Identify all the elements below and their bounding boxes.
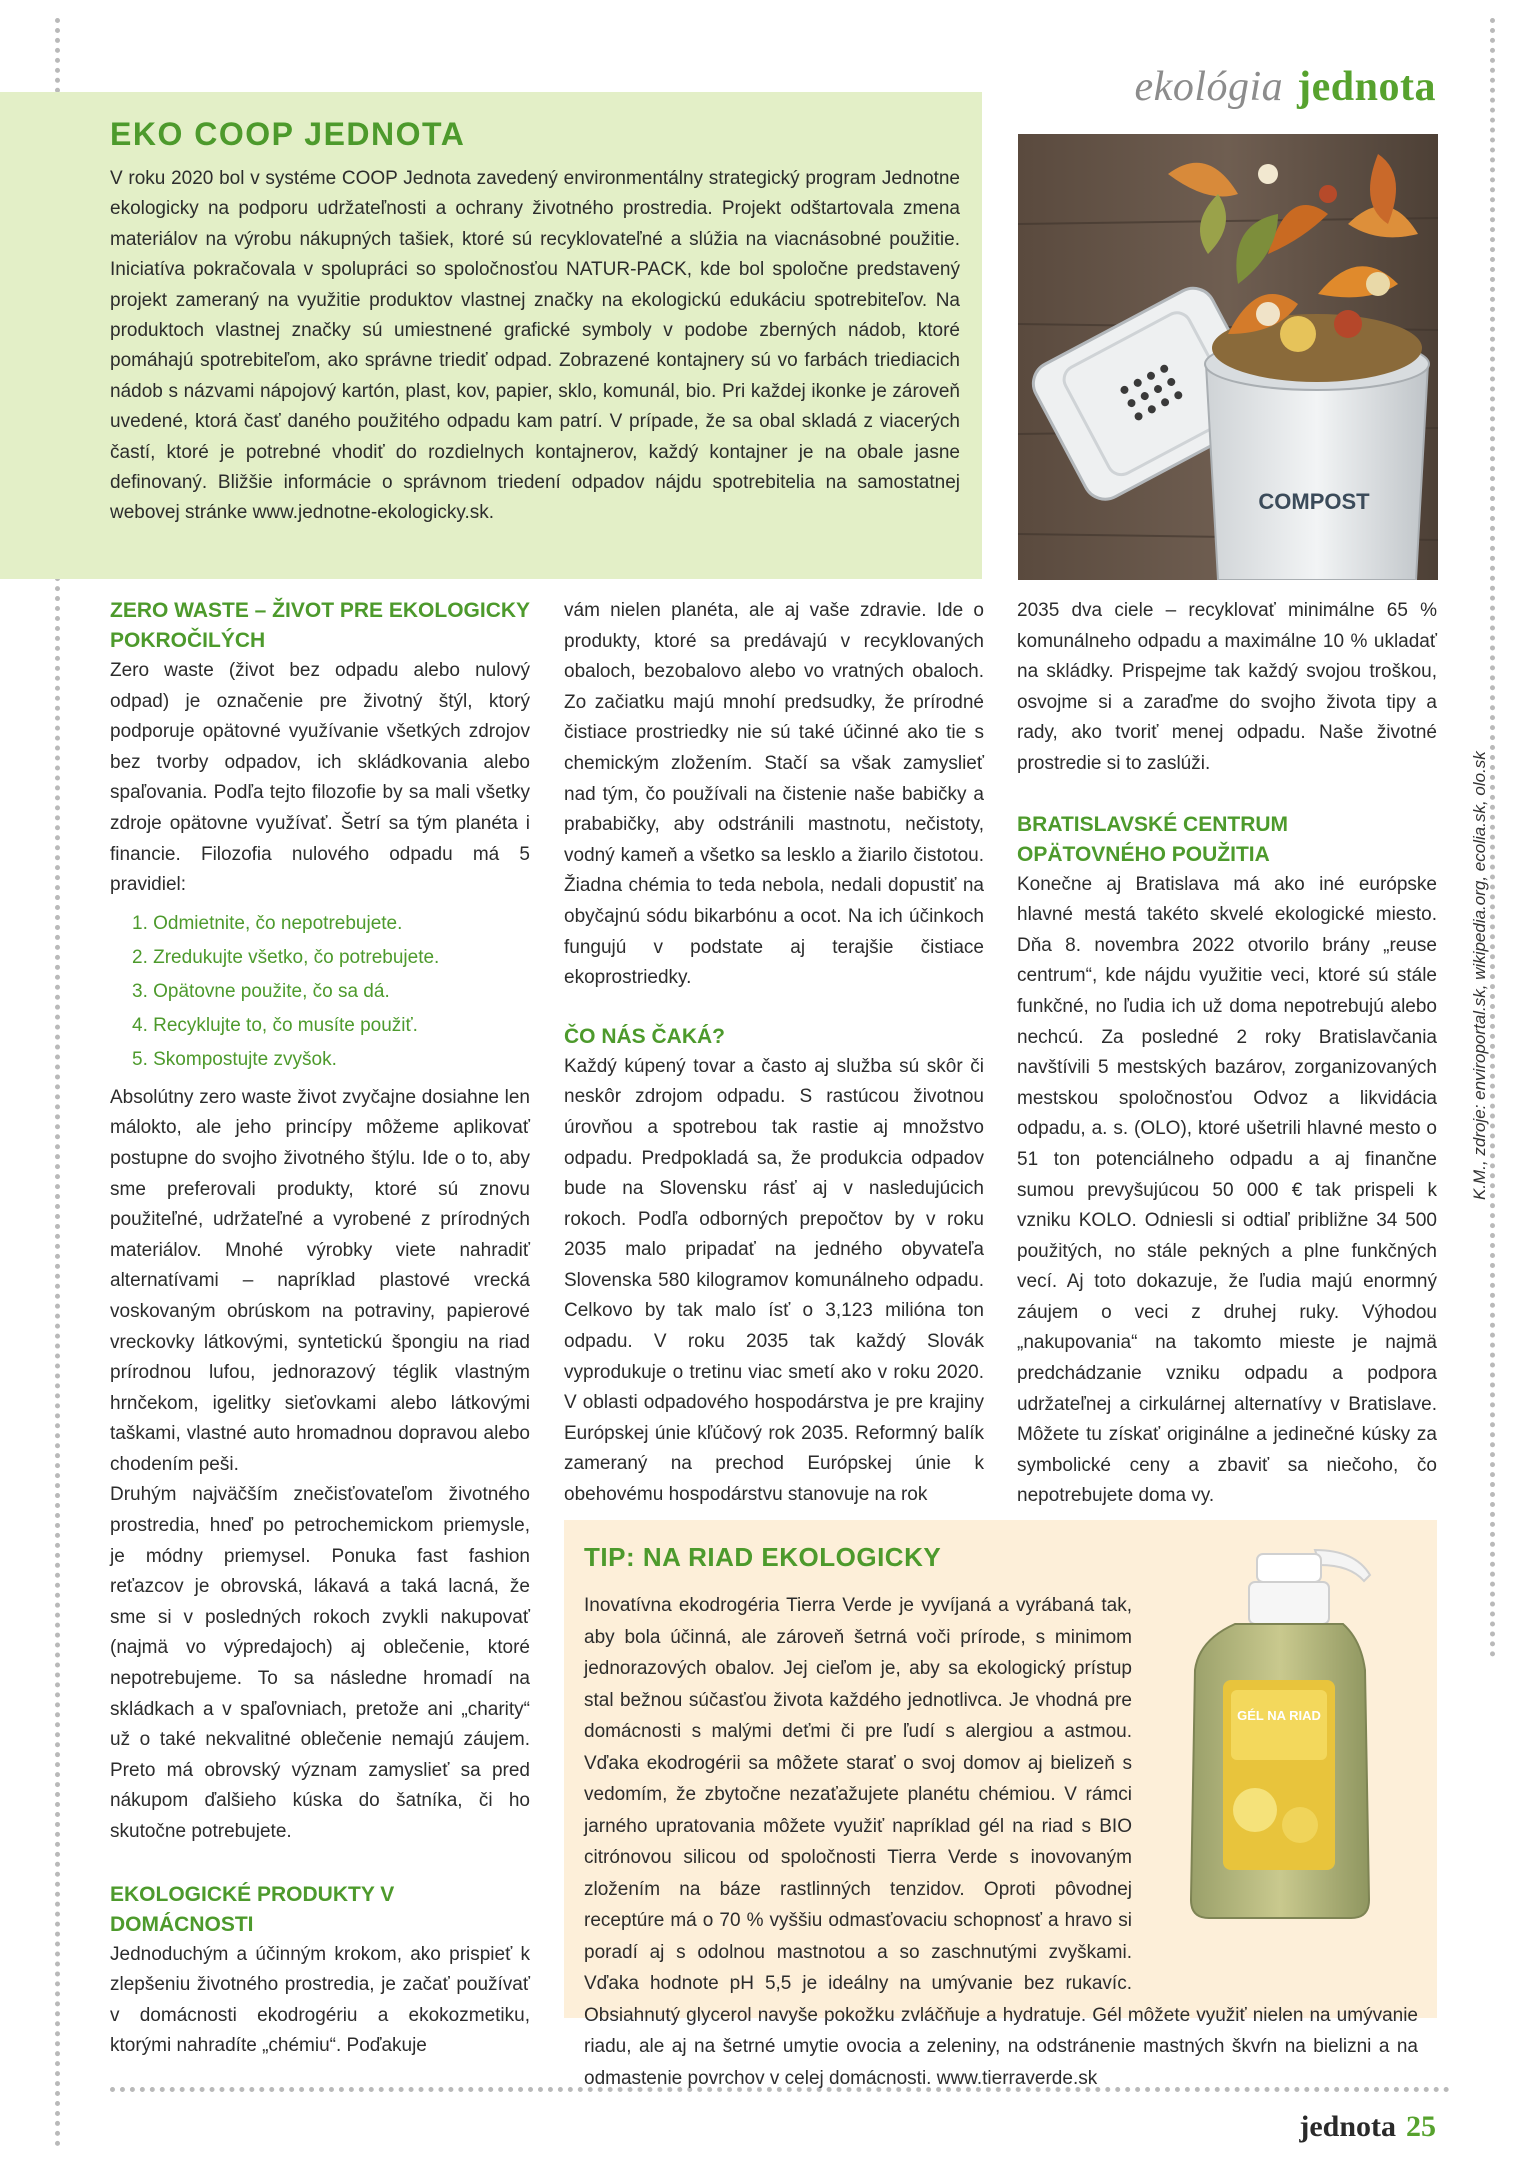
column-1 (110, 596, 530, 2062)
compost-photo (1018, 134, 1438, 580)
column-3 (1017, 596, 1437, 1512)
page-footer (1299, 2110, 1436, 2144)
rule-item: 3. Opätovne použite, čo sa dá. (132, 980, 390, 1002)
zero-waste-rules (110, 907, 530, 1077)
bratislava-heading: BRATISLAVSKÉ CENTRUM OPÄTOVNÉHO POUŽITIA (1017, 812, 1289, 866)
fashion-paragraph: Druhým najväčším znečisťovateľom životného prostredia, hneď po petrochemickom priemysle, je módny priemysel. Ponuka fast fashion reťazcov je obrovská, lákavá a taká lacná, že sme si v posledných rokoch zvykli nakupovať (najmä vo výpredajoch) aj oblečenie, ktoré nepotrebujeme. To sa následne hromadí na skládkach a v spaľovniach, pretože ani „charity“ už o také nekvalitné oblečenie nemajú záujem. Preto má obrovský význam zamyslieť sa pred nákupom ďalšieho kúska do šatníka, či ho skutočne potrebujete. (110, 1484, 530, 1842)
eco-products-text: Jednoduchým a účinným krokom, ako prispieť k zlepšeniu životného prostredia, je začať používať v domácnosti ekodrogériu a ekokozmetiku, ktorými nahradíte „chémiu“. Poďakuje (110, 1943, 530, 2057)
sources-note: K.M., zdroje: enviroportal.sk, wikipedia.org, ecolia.sk, olo.sk (1470, 751, 1489, 1200)
rule-item: 1. Odmietnite, čo nepotrebujete. (132, 912, 403, 934)
rule-item: 2. Zredukujte všetko, čo potrebujete. (132, 946, 440, 968)
right-dotted-border (1490, 18, 1495, 1658)
zero-waste-body: Absolútny zero waste život zvyčajne dosiahne len málokto, ale jeho princípy môžeme aplikovať postupne do svojho životného štýlu. Ide o to, aby sme preferovali produkty, ktoré sú znovu použiteľné, udržateľné a vyrobené z prírodných materiálov. Mnohé výrobky viete nahradiť alternatívami – napríklad plastové vrecká voskovaným obrúskom na potraviny, papierové vreckovky látkovými, syntetickú špongiu na riad prírodnou lufou, jednorazový téglik vlastným hrnčekom, igelitky sieťovkami alebo látkovými taškami, vlastné auto hromadnou dopravou alebo chodením peši. (110, 1086, 530, 1475)
targets-paragraph: 2035 dva ciele – recyklovať minimálne 65 % komunálneho odpadu a maximálne 10 % ukladať na skládky. Prispejme tak každý svojou troškou, osvojme si a zaraďme do svojho životа tipy a rady, ako tvoriť menej odpadu. Naše životné prostredie si to zaslúži. (1017, 600, 1437, 774)
eco-products-continued: vám nielen planéta, ale aj vaše zdravie. Ide o produkty, ktoré sa predávajú v recyklovaných obaloch, bezobalovo alebo vo vratných obaloch. Zo začiatku majú mnohí predsudky, že prírodné čistiace prostriedky nie sú také účinné ako tie s chemickým zložením. Stačí sa však zamyslieť nad tým, čo používali na čistenie naše babičky a prababičky, aby odstránili mastnotu, nečistoty, vodný kameň a všetko sa lesklo a žiarilo čistotou. Žiadna chémia to teda nebola, nedali dopustiť na obyčajnú sódu bikarbónu a ocot. Na ich účinkoch fungujú v podstate aj terajšie čistiace ekoprostriedky. (564, 600, 984, 989)
zero-waste-intro: Zero waste (život bez odpadu alebo nulový odpad) je označenie pre životný štýl, ktorý podporuje opätovné využívanie všetkých zdrojov bez tvorby odpadov, ich skládkovania alebo spaľovania. Podľa tejto filozofie by sa mali všetky zdroje opätovne využívať. Šetrí sa tým planéta i financie. Filozofia nulového odpadu má 5 pravidiel: (110, 660, 530, 896)
page-number: 25 (1406, 2110, 1436, 2143)
magazine-brand: jednota (1297, 64, 1436, 110)
what-awaits-heading: ČO NÁS ČAKÁ? (564, 1024, 725, 1048)
tip-box (564, 1520, 1437, 2089)
section-masthead (1135, 62, 1436, 111)
column-2 (564, 596, 984, 1511)
bottle-label: GÉL NA RIAD (1237, 1708, 1321, 1723)
bratislava-text: Konečne aj Bratislava má ako iné európske hlavné mestá takéto skvelé ekologické miesto. Dňa 8. novembra 2022 otvorilo brány „reuse centrum“, kde nájdu využitie veci, ktoré sú stále funkčné, no ľudia ich už doma nepotrebujú alebo nechcú. Za posledné 2 roky Bratislavčania navštívili 5 mestských bazárov, zorganizovaných mestskou spoločnosťou Odvoz a likvidácia odpadu, a. s. (OLO), ktoré ušetrili hlavné mesto o 51 ton potenciálneho odpadu a aj finančne sumou prevyšujúcou 50 000 € tak prispeli k vzniku KOLO. Odniesli si odtiaľ približne 34 500 použitých, no stále pekných a plne funkčných vecí. Aj toto dokazuje, že ľudia majú enormný záujem o veci z druhej ruky. Výhodou „nakupovania“ na takomto mieste je najmä predchádzanie vzniku odpadu a podpora udržateľnej a cirkulárnej alternatívy v Bratislave. Môžete tu získať originálne a jedinečné kúsky za symbolické ceny a zbaviť sa niečoho, čo nepotrebujete doma vy. (1017, 873, 1437, 1507)
footer-brand: jednota (1299, 2110, 1396, 2143)
intro-box (0, 92, 982, 579)
section-name: ekológia (1134, 64, 1284, 110)
tip-title: TIP: NA RIAD EKOLOGICKY (584, 1542, 942, 1572)
rule-item: 5. Skompostujte zvyšok. (132, 1048, 337, 1070)
eco-products-heading: EKOLOGICKÉ PRODUKTY V DOMÁCNOSTI (110, 1882, 395, 1936)
intro-text: V roku 2020 bol v systéme COOP Jednota zavedený environmentálny strategický program Jednotne ekologicky na podporu udržateľnosti a ochrany životného prostredia. Projekt odštartovala zmena materiálov na výrobu nákupných tašiek, ktoré sú recyklovateľné a slúžia na viacnásobné použitie. Iniciatíva pokračovala v spolupráci so spoločnosťou NATUR-PACK, kde bol spoločne predstavený projekt zameraný na využitie produktov vlastnej značky na ekologickú edukáciu spotrebiteľov. Na produktoch vlastnej značky sú umiestnené grafické symboly v podobe zberných nádob, ktoré pomáhajú spotrebiteľom, ako správne triediť odpad. Zobrazené kontajnery sú vo farbách triediacich nádob s názvami nápojový kartón, plast, kov, papier, sklo, komunál, bio. Pri každej ikonke je zároveň uvedené, ktorá časť daného použitého odpadu kam patrí. V prípade, že sa obal skladá z viacerých častí, ktoré je potrebné vhodiť do rozdielnych kontajnerov, každý kontajner je na obale jasne definovaný. Bližšie informácie o správnom triedení odpadov nájdu spotrebitelia na samostatnej webovej stránke www.jednotne-ekologicky.sk. (110, 168, 960, 524)
zero-waste-heading: ZERO WASTE – ŽIVOT PRE EKOLOGICKY POKROČILÝCH (110, 599, 530, 652)
what-awaits-text: Každý kúpený tovar a často aj služba sú skôr či neskôr zdrojom odpadu. S rastúcou životnou úrovňou a spotrebou tak rastie aj množstvo odpadu. Predpokladá sa, že produkcia odpadov bude na Slovensku rásť aj v nasledujúcich rokoch. Podľa odborných prepočtov by v roku 2035 malo pripadať na jedného obyvateľa Slovenska 580 kilogramov komunálneho odpadu. Celkovo by tak malo ísť o 3,123 milióna ton odpadu. V roku 2035 tak každý Slovák vyprodukuje o tretinu viac smetí ako v roku 2020. V oblasti odpadového hospodárstva je pre krajiny Európskej únie kľúčový rok 2035. Reformný balík zameraný na prechod Európskej únie k obehovému hospodárstvu stanovuje na rok (564, 1055, 984, 1506)
rule-item: 4. Recyklujte to, čo musíte použiť. (132, 1014, 418, 1036)
intro-title: EKO COOP JEDNOTA (110, 116, 466, 152)
dish-gel-bottle-image (1165, 1540, 1395, 1924)
tip-text: Inovatívna ekodrogéria Tierra Verde je vyvíjaná a vyrábaná tak, aby bola účinná, ale zároveň šetrná voči prírode, s minimom jednorazových obalov. Jej cieľom je, aby sa ekologický prístup stal bežnou súčasťou života každého jednotlivca. Je vhodná pre domácnosti s malými deťmi či pre ľudí s alergiou a astmou. Vďaka ekodrogérii sa môžete starať o svoj domov aj bielizeň s vedomím, že zbytočne nezaťažujete planétu chémiou. V rámci jarného upratovania môžete využiť napríklad gél na riad s BIO citrónovou silicou od spoločnosti Tierra Verde s inovovaným zložením na báze rastlinných tenzidov. Oproti pôvodnej receptúre má o 70 % vyššiu odmasťovaciu schopnosť a hravo si poradí aj s odolnou mastnotou a so zaschnutými zvyškami. Vďaka hodnote pH 5,5 je ideálny na umývanie bez rukavíc. Obsiahnutý glycerol navyše pokožku zvláčňuje a hydratuje. Gél môžete využiť nielen na umývanie riadu, ale aj na šetrné umytie ovocia a zeleniny, na odstránenie mastných škvŕn na bielizni a na odmastenie povrchov v celej domácnosti. www.tierraverde.sk (584, 1595, 1418, 2089)
bin-label: COMPOST (1258, 489, 1370, 514)
